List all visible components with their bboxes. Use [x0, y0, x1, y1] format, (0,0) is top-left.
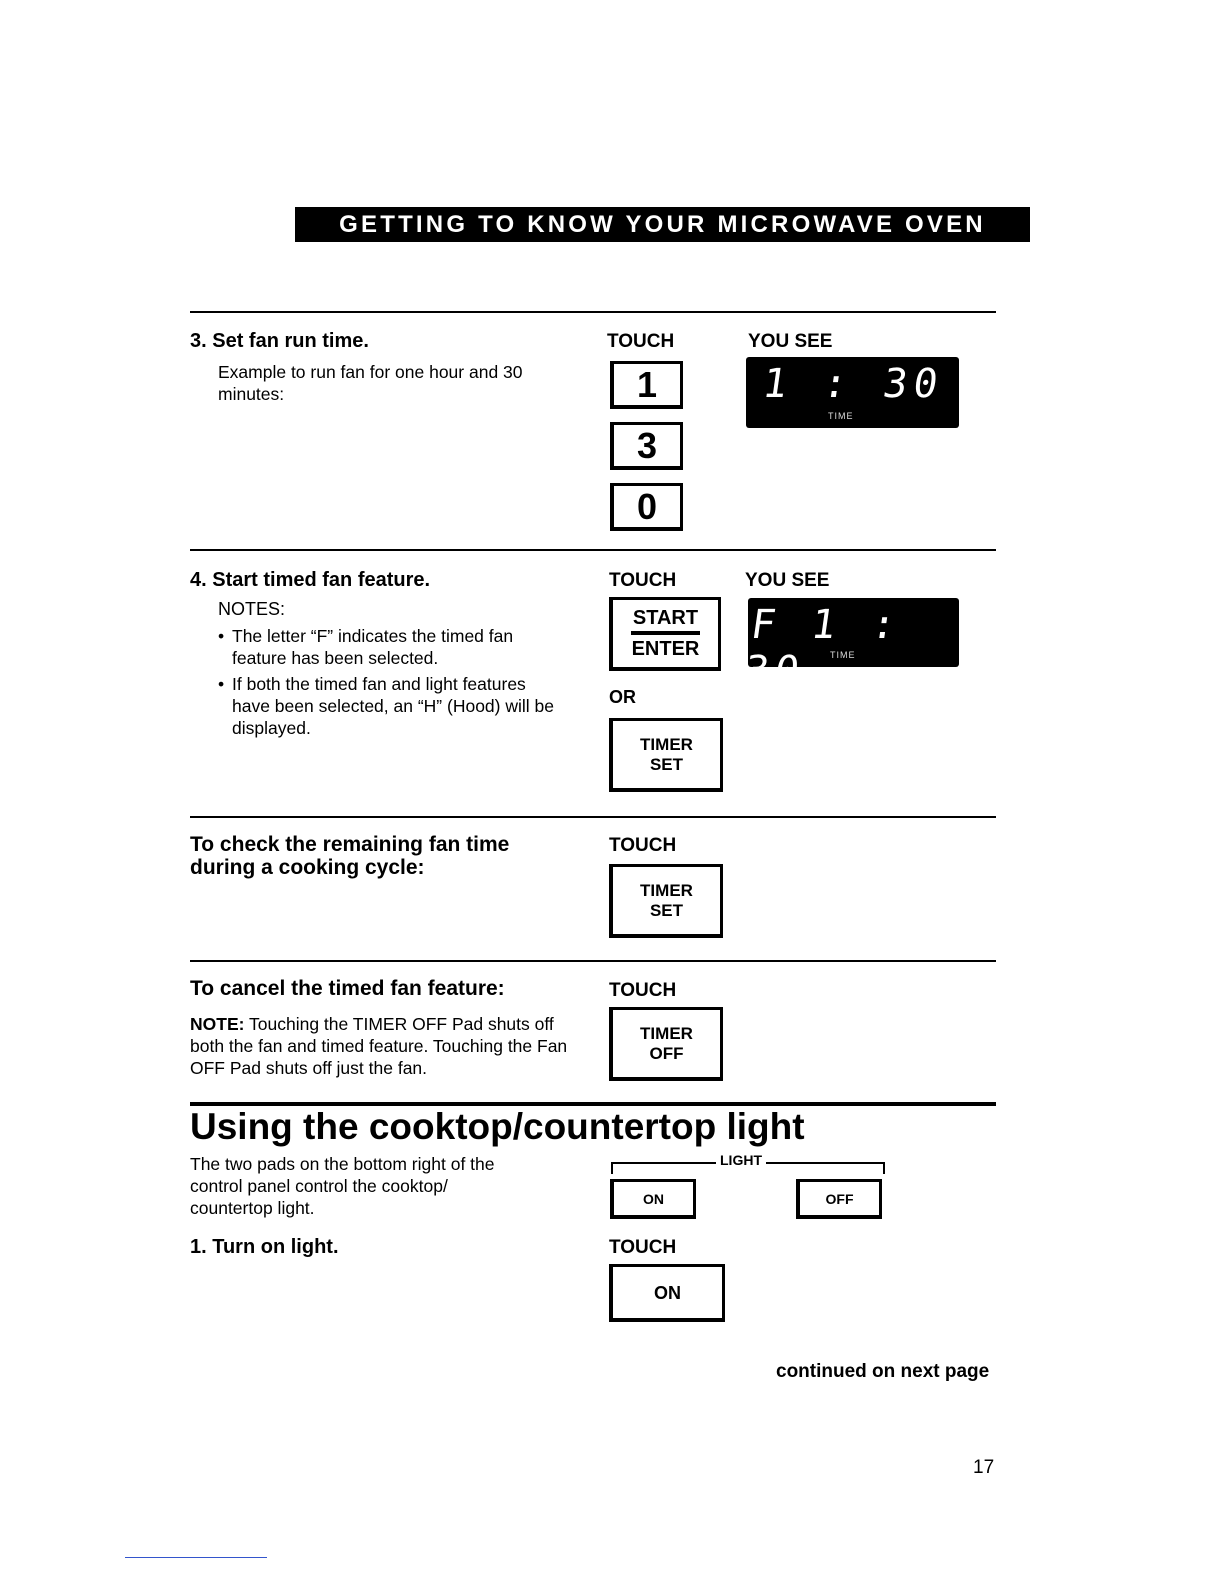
set-label: SET	[649, 754, 684, 774]
divider	[190, 960, 996, 962]
notes-list	[218, 625, 568, 739]
number-key-3[interactable]: 3	[610, 422, 683, 470]
timer-label: TIMER	[640, 734, 693, 754]
display-time-label: TIME	[828, 411, 854, 421]
timer-label: TIMER	[640, 1023, 693, 1043]
light-step1-title: 1. Turn on light.	[190, 1236, 339, 1258]
step3-text: Example to run fan for one hour and 30 minutes:	[218, 362, 523, 404]
step3-title: 3. Set fan run time.	[190, 330, 369, 352]
section-banner: GETTING TO KNOW YOUR MICROWAVE OVEN	[295, 207, 1030, 242]
step4-touch-header: TOUCH	[609, 570, 677, 591]
timer-off-button[interactable]	[609, 1007, 723, 1081]
light-label: LIGHT	[716, 1152, 766, 1168]
timer-set-button[interactable]	[609, 864, 723, 938]
set-label: SET	[649, 900, 684, 920]
off-label: OFF	[649, 1043, 684, 1063]
page-number: 17	[973, 1457, 995, 1478]
check-touch-header: TOUCH	[609, 835, 677, 856]
display-digits: F 1 : 30	[741, 602, 905, 694]
light-section-text: The two pads on the bottom right of the control panel control the cooktop/ countertop light.	[190, 1154, 495, 1218]
light-section-title: Using the cooktop/countertop light	[190, 1106, 805, 1147]
display-time-label: TIME	[830, 650, 856, 660]
note-label: NOTE:	[190, 1014, 245, 1034]
light-touch-header: TOUCH	[609, 1237, 677, 1258]
step3-touch-header: TOUCH	[607, 331, 675, 352]
step4-display	[741, 598, 959, 694]
or-text: OR	[609, 687, 636, 707]
timer-label: TIMER	[640, 880, 693, 900]
start-enter-button[interactable]	[609, 597, 721, 671]
number-key-1[interactable]: 1	[610, 361, 683, 409]
start-label: START	[631, 606, 700, 635]
notes-title: NOTES:	[218, 599, 286, 619]
footer-line	[125, 1557, 267, 1558]
divider	[190, 549, 996, 551]
note-item: • The letter “F” indicates the timed fan feature has been selected.	[218, 625, 568, 669]
divider	[190, 311, 996, 313]
continued-text: continued on next page	[776, 1361, 990, 1382]
divider	[190, 816, 996, 818]
light-on-button[interactable]: ON	[609, 1264, 725, 1322]
note-item: • If both the timed fan and light features have been selected, an “H” (Hood) will be displayed.	[218, 673, 568, 739]
timer-set-button[interactable]	[609, 718, 723, 792]
light-off-button[interactable]: OFF	[796, 1179, 882, 1219]
display-digits: 1 : 30	[759, 361, 947, 407]
light-on-button[interactable]: ON	[610, 1179, 696, 1219]
number-key-0[interactable]: 0	[610, 483, 683, 531]
step4-yousee-header: YOU SEE	[745, 570, 830, 591]
cancel-note	[190, 1013, 590, 1079]
note-text: Touching the TIMER OFF Pad shuts off both the fan and timed feature. Touching the Fan OFF Pad shuts off just the fan.	[190, 1014, 568, 1078]
check-title: To check the remaining fan time during a cooking cycle:	[190, 833, 510, 879]
cancel-title: To cancel the timed fan feature:	[190, 977, 505, 1000]
step4-title: 4. Start timed fan feature.	[190, 569, 431, 591]
step3-yousee-header: YOU SEE	[748, 331, 833, 352]
cancel-touch-header: TOUCH	[609, 980, 677, 1001]
enter-label: ENTER	[631, 638, 700, 660]
step3-display	[746, 357, 959, 428]
